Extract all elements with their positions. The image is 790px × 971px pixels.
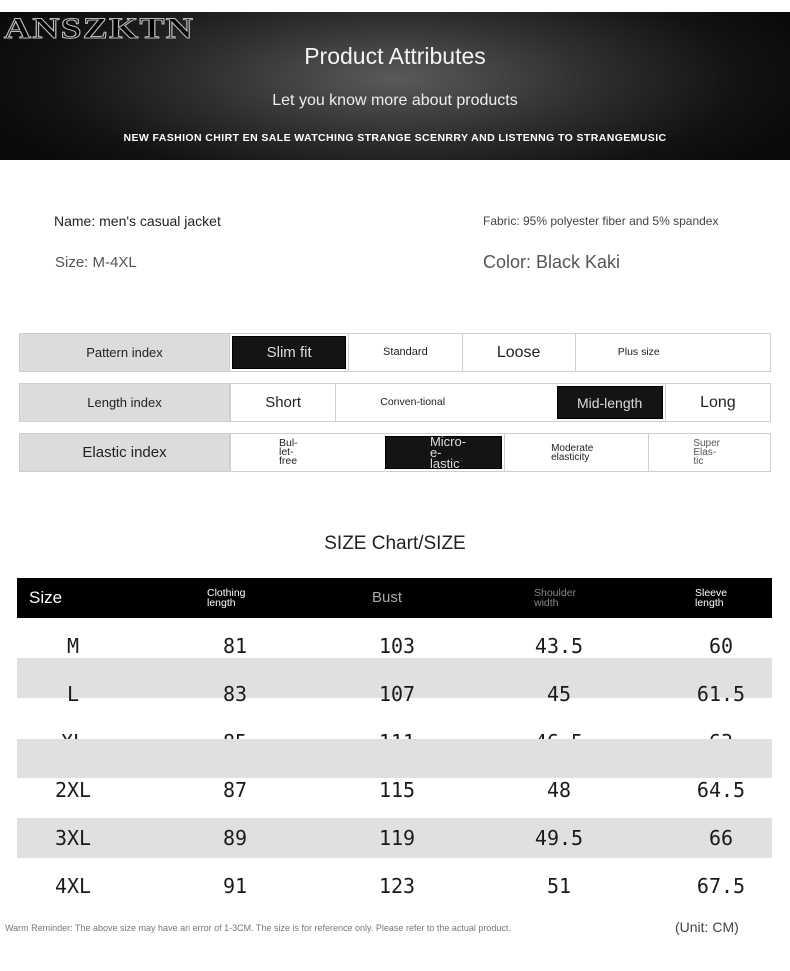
banner-tagline: NEW FASHION CHIRT EN SALE WATCHING STRANGE SCENRRY AND LISTENNG TO STRANGEMUSIC (123, 132, 667, 144)
cell-clothing-length: 87 (222, 778, 248, 802)
index-option: Super Elas-tic (648, 434, 770, 471)
header-banner (0, 12, 790, 160)
table-row (17, 674, 772, 714)
banner-subtitle: Let you know more about products (272, 92, 518, 109)
cell-sleeve-length: 61.5 (696, 682, 746, 706)
cell-sleeve-length: 67.5 (696, 874, 746, 898)
elastic-index-row (19, 433, 771, 472)
unit-label: (Unit: CM) (675, 919, 739, 935)
header-size: Size (29, 588, 63, 607)
warm-reminder: Warm Reminder: The above size may have an error of 1-3CM. The size is for reference only. Please refer to the actual product. (5, 923, 511, 933)
cell-shoulder-width: 49.5 (534, 826, 584, 850)
index-option: Mid-length (557, 386, 663, 419)
index-label: Pattern index (20, 334, 230, 371)
cell-bust: 119 (378, 826, 416, 850)
cell-bust: 107 (378, 682, 416, 706)
banner-title: Product Attributes (304, 43, 486, 69)
pattern-index-row (19, 333, 771, 372)
cell-sleeve-length: 66 (708, 826, 734, 850)
cell-shoulder-width: 43.5 (534, 634, 584, 658)
index-label: Length index (20, 384, 230, 421)
index-option: Micro-e-lastic (385, 436, 502, 469)
cell-size: 2XL (54, 778, 92, 802)
index-option: Moderate elasticity (504, 434, 648, 471)
cell-bust: 103 (378, 634, 416, 658)
product-fabric: Fabric: 95% polyester fiber and 5% spandex (483, 214, 719, 228)
product-name: Name: men's casual jacket (54, 213, 221, 229)
header-bust: Bust (371, 589, 402, 606)
index-label: Elastic index (20, 434, 230, 471)
cell-shoulder-width: 48 (546, 778, 572, 802)
table-row (17, 818, 772, 858)
index-option: Long (665, 384, 770, 421)
cell-size: 4XL (54, 874, 92, 898)
header-clothing-length: Clothing length (207, 587, 246, 609)
index-option: Loose (462, 334, 575, 371)
cell-size: L (66, 682, 80, 706)
cell-bust: 115 (378, 778, 416, 802)
index-option: Plus size (575, 334, 770, 371)
header-shoulder-width: Shoulder width (534, 587, 577, 609)
cell-clothing-length: 83 (222, 682, 248, 706)
brand-logo: ANSZKTN (4, 12, 195, 45)
index-option: Slim fit (232, 336, 346, 369)
cell-size: 3XL (54, 826, 92, 850)
cell-bust: 123 (378, 874, 416, 898)
cell-clothing-length: 91 (222, 874, 248, 898)
product-size-range: Size: M-4XL (55, 254, 137, 271)
index-option: Standard (348, 334, 461, 371)
header-sleeve-length: Sleeve length (695, 587, 728, 609)
index-option: Bul-let-free (230, 434, 383, 471)
size-chart-title: SIZE Chart/SIZE (324, 533, 466, 554)
cell-size: M (66, 634, 80, 658)
cell-clothing-length: 81 (222, 634, 248, 658)
index-option: Short (230, 384, 335, 421)
table-row (17, 770, 772, 810)
cell-sleeve-length: 64.5 (696, 778, 746, 802)
cell-shoulder-width: 45 (546, 682, 572, 706)
index-option: Conven-tional (335, 384, 554, 421)
product-color: Color: Black Kaki (483, 252, 621, 272)
length-index-row (19, 383, 771, 422)
cell-clothing-length: 89 (222, 826, 248, 850)
table-row (17, 866, 772, 906)
size-table-header (17, 578, 772, 618)
cell-sleeve-length: 60 (708, 634, 734, 658)
cell-shoulder-width: 51 (546, 874, 572, 898)
